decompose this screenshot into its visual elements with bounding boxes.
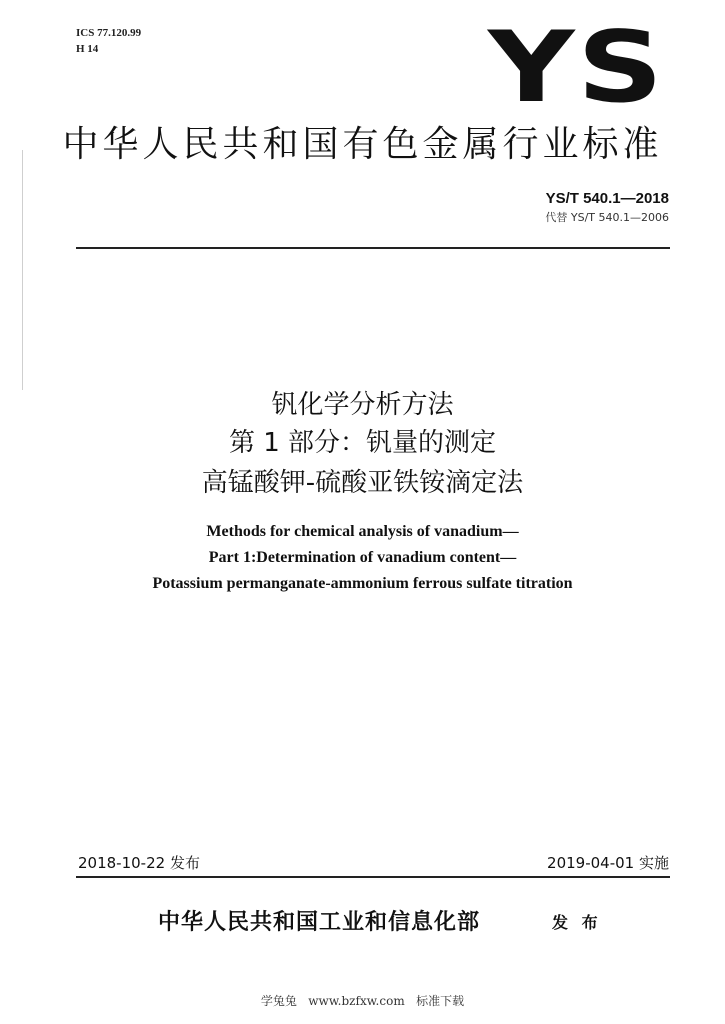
standard-number: YS/T 540.1—2018 (545, 190, 669, 207)
title-en-line-1: Methods for chemical analysis of vanadium— (206, 523, 519, 540)
classification-code: H 14 (76, 43, 99, 55)
issue-date: 2018-10-22 发布 (78, 854, 200, 872)
title-cn-line-1: 钒化学分析方法 (271, 390, 454, 420)
title-en-line-2: Part 1:Determination of vanadium content— (208, 549, 517, 566)
replaces-note: 代替 YS/T 540.1—2006 (545, 211, 669, 224)
header-codes (76, 25, 141, 57)
issuing-authority: 中华人民共和国工业和信息化部 (158, 909, 481, 935)
scan-artifact-line (22, 150, 23, 390)
ics-code: ICS 77.120.99 (76, 27, 142, 39)
issue-label: 发 布 (552, 913, 602, 932)
title-cn-line-2: 第 1 部分：钒量的测定 (228, 428, 497, 458)
title-cn-line-3: 高锰酸钾-硫酸亚铁铵滴定法 (201, 468, 524, 498)
footer-watermark: 学兔兔 www.bzfxw.com 标准下载 (260, 994, 465, 1008)
ys-logo: YS (488, 11, 666, 125)
title-en-line-3: Potassium permanganate-ammonium ferrous sulfate titration (152, 575, 573, 592)
effective-date: 2019-04-01 实施 (547, 854, 669, 872)
bottom-divider (76, 876, 670, 878)
top-divider (76, 247, 670, 249)
org-title: 中华人民共和国有色金属行业标准 (62, 124, 663, 165)
